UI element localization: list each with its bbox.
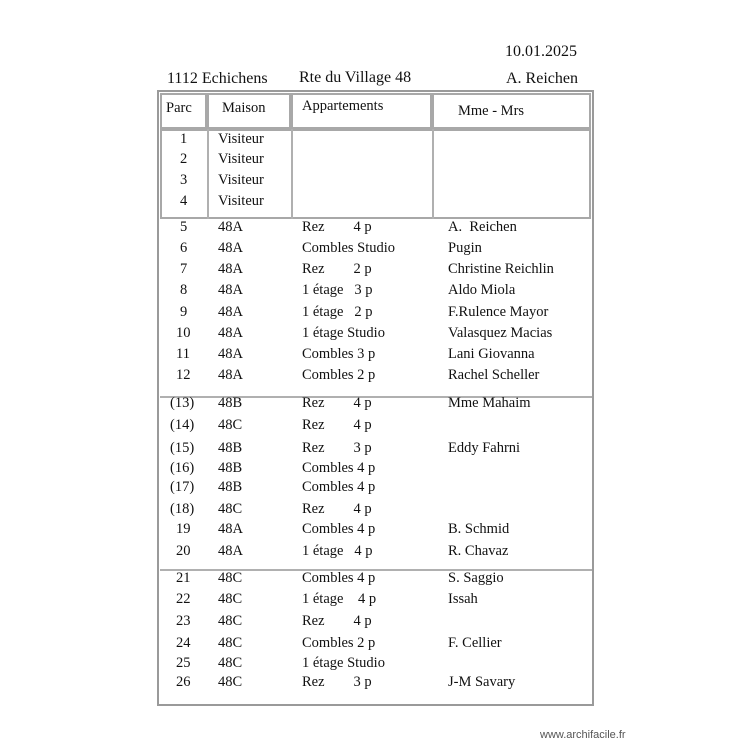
parc-cell: 25: [176, 655, 191, 671]
column-header-maison: Maison: [222, 100, 266, 116]
parc-cell: (17): [170, 479, 195, 495]
resident-cell: Aldo Miola: [448, 282, 516, 298]
maison-cell: 48A: [218, 543, 243, 559]
maison-cell: 48C: [218, 635, 243, 651]
parc-cell: 9: [180, 304, 188, 320]
section-visitors-divider-3: [432, 129, 434, 219]
resident-cell: Mme Mahaim: [448, 395, 531, 411]
resident-cell: Pugin: [448, 240, 482, 256]
parc-cell: 23: [176, 613, 191, 629]
maison-cell: 48B: [218, 440, 243, 456]
maison-cell: 48C: [218, 591, 243, 607]
parc-cell: 10: [176, 325, 191, 341]
resident-cell: Lani Giovanna: [448, 346, 535, 362]
maison-cell: 48A: [218, 521, 243, 537]
maison-cell: Visiteur: [218, 193, 264, 209]
parc-cell: 4: [180, 193, 188, 209]
parc-cell: 5: [180, 219, 188, 235]
parc-cell: 21: [176, 570, 191, 586]
parc-cell: 19: [176, 521, 191, 537]
maison-cell: Visiteur: [218, 151, 264, 167]
maison-cell: 48A: [218, 346, 243, 362]
resident-cell: Issah: [448, 591, 478, 607]
maison-cell: Visiteur: [218, 131, 264, 147]
appartement-cell: Combles 4 p: [302, 460, 376, 476]
parc-cell: (13): [170, 395, 195, 411]
appartement-cell: Combles 2 p: [302, 635, 376, 651]
maison-cell: 48B: [218, 460, 243, 476]
resident-cell: B. Schmid: [448, 521, 510, 537]
appartement-cell: Combles 4 p: [302, 570, 376, 586]
parc-cell: 2: [180, 151, 188, 167]
appartement-cell: 1 étage 3 p: [302, 282, 373, 298]
section-visitors-divider-2: [291, 129, 293, 219]
parc-cell: (14): [170, 417, 195, 433]
parc-cell: 3: [180, 172, 188, 188]
resident-cell: F.Rulence Mayor: [448, 304, 549, 320]
address: Rte du Village 48: [299, 69, 412, 86]
appartement-cell: Rez 4 p: [302, 501, 372, 517]
appartement-cell: Combles 4 p: [302, 479, 376, 495]
appartement-cell: 1 étage 4 p: [302, 543, 373, 559]
maison-cell: 48A: [218, 282, 243, 298]
appartement-cell: 1 étage Studio: [302, 325, 385, 341]
appartement-cell: Combles 3 p: [302, 346, 376, 362]
parc-cell: 1: [180, 131, 188, 147]
parc-cell: 22: [176, 591, 191, 607]
resident-cell: Eddy Fahrni: [448, 440, 521, 456]
parc-cell: 24: [176, 635, 191, 651]
appartement-cell: Combles 2 p: [302, 367, 376, 383]
parc-cell: 6: [180, 240, 188, 256]
appartement-cell: Rez 4 p: [302, 417, 372, 433]
appartement-cell: Rez 4 p: [302, 395, 372, 411]
maison-cell: Visiteur: [218, 172, 264, 188]
resident-cell: J-M Savary: [448, 674, 516, 690]
parc-cell: (18): [170, 501, 195, 517]
maison-cell: 48A: [218, 367, 243, 383]
maison-cell: 48A: [218, 304, 243, 320]
maison-cell: 48A: [218, 261, 243, 277]
maison-cell: 48A: [218, 219, 243, 235]
maison-cell: 48C: [218, 417, 243, 433]
resident-cell: S. Saggio: [448, 570, 504, 586]
document-date: 10.01.2025: [505, 43, 577, 60]
owner-name: A. Reichen: [506, 70, 578, 87]
parc-cell: 11: [176, 346, 190, 362]
resident-cell: A. Reichen: [448, 219, 517, 235]
maison-cell: 48C: [218, 655, 243, 671]
parc-cell: 12: [176, 367, 191, 383]
appartement-cell: 1 étage Studio: [302, 655, 385, 671]
appartement-cell: 1 étage 4 p: [302, 591, 377, 607]
maison-cell: 48C: [218, 570, 243, 586]
column-header-names: Mme - Mrs: [458, 103, 525, 119]
appartement-cell: Rez 2 p: [302, 261, 372, 277]
appartement-cell: Rez 4 p: [302, 613, 372, 629]
appartement-cell: Combles Studio: [302, 240, 396, 256]
watermark-text: www.archifacile.fr: [540, 729, 626, 741]
column-header-appartements: Appartements: [302, 98, 384, 114]
appartement-cell: Rez 3 p: [302, 440, 372, 456]
maison-cell: 48A: [218, 240, 243, 256]
resident-cell: Christine Reichlin: [448, 261, 554, 277]
maison-cell: 48A: [218, 325, 243, 341]
maison-cell: 48C: [218, 501, 243, 517]
parc-cell: 26: [176, 674, 191, 690]
location: 1112 Echichens: [167, 70, 268, 87]
parc-cell: 20: [176, 543, 191, 559]
appartement-cell: Rez 3 p: [302, 674, 372, 690]
parc-cell: (16): [170, 460, 195, 476]
resident-cell: F. Cellier: [448, 635, 502, 651]
resident-cell: Rachel Scheller: [448, 367, 540, 383]
parc-cell: 8: [180, 282, 188, 298]
parc-cell: (15): [170, 440, 195, 456]
maison-cell: 48C: [218, 674, 243, 690]
appartement-cell: Combles 4 p: [302, 521, 376, 537]
appartement-cell: 1 étage 2 p: [302, 304, 373, 320]
parc-cell: 7: [180, 261, 188, 277]
column-header-parc: Parc: [166, 100, 192, 116]
section-visitors-divider-1: [207, 129, 209, 219]
maison-cell: 48B: [218, 479, 243, 495]
resident-cell: R. Chavaz: [448, 543, 509, 559]
appartement-cell: Rez 4 p: [302, 219, 372, 235]
resident-cell: Valasquez Macias: [448, 325, 553, 341]
maison-cell: 48B: [218, 395, 243, 411]
maison-cell: 48C: [218, 613, 243, 629]
